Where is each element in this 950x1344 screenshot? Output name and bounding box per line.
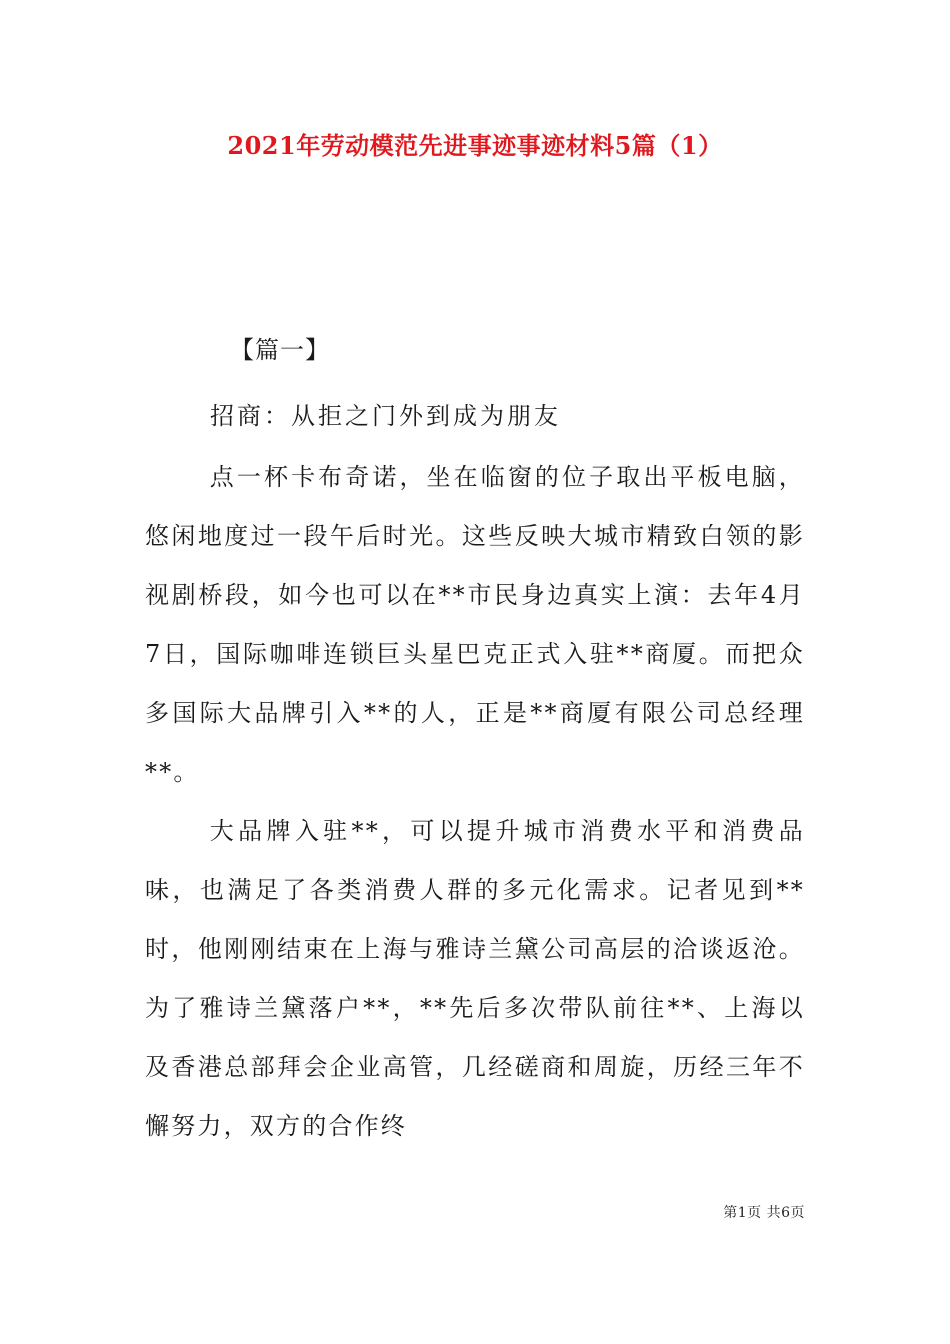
paragraph: 大品牌入驻**，可以提升城市消费水平和消费品味，也满足了各类消费人群的多元化需求。记者见到**时，他刚刚结束在上海与雅诗兰黛公司高层的洽谈返沧。为了雅诗兰黛落户**，**先后多次带队前往**、上海以及香港总部拜会企业高管，几经磋商和周旋，历经三年不懈努力，双方的合作终	[145, 817, 805, 1140]
paragraph: 点一杯卡布奇诺，坐在临窗的位子取出平板电脑，悠闲地度过一段午后时光。这些反映大城市精致白领的影视剧桥段，如今也可以在**市民身边真实上演：去年4月7日，国际咖啡连锁巨头星巴克正式入驻**商厦。而把众多国际大品牌引入**的人，正是**商厦有限公司总经理**。	[145, 463, 805, 786]
page-number: 第1页 共6页	[723, 1205, 805, 1221]
article-subtitle: 招商：从拒之门外到成为朋友	[210, 402, 561, 430]
article-body	[145, 448, 805, 1156]
section-heading: 【篇一】	[230, 336, 330, 364]
document-title: 2021年劳动模范先进事迹事迹材料5篇（1）	[227, 131, 723, 160]
